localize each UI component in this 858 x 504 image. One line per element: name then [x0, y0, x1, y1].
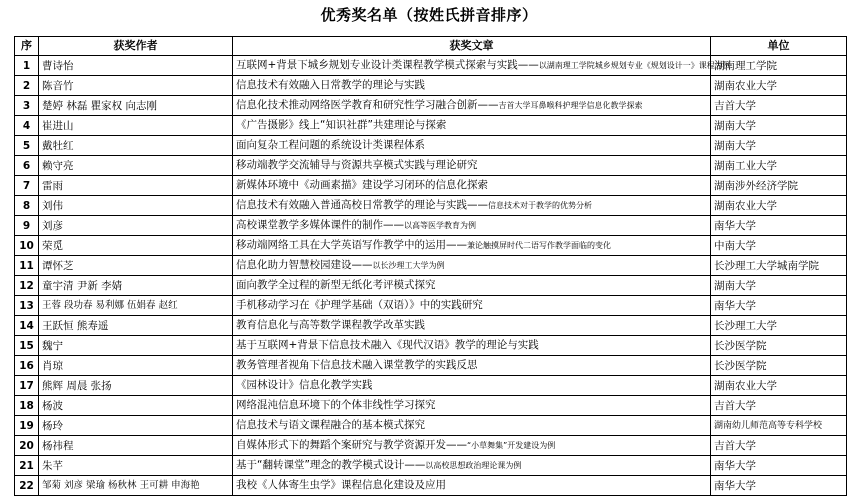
article-main-title: 移动端教学交流辅导与资源共享模式实践与理论研究: [236, 159, 478, 172]
article-main-title: 基于“翻转课堂”理念的教学模式设计——: [236, 459, 426, 472]
article-main-title: 《园林设计》信息化教学实践: [236, 379, 373, 392]
article-main-title: 信息技术有效融入普通高校日常教学的理论与实践——: [236, 199, 488, 212]
article-subtitle: “小草舞集”开发建设为例: [467, 441, 556, 451]
row-number: 8: [15, 196, 39, 216]
header-no: 序: [15, 37, 39, 56]
header-author: 获奖作者: [39, 37, 233, 56]
table-row: [15, 476, 847, 496]
author-name: 朱芊: [39, 456, 233, 476]
institution: 中南大学: [711, 236, 847, 256]
institution: 湖南大学: [711, 116, 847, 136]
table-row: [15, 256, 847, 276]
row-number: 22: [15, 476, 39, 496]
article-subtitle: 以高等医学教育为例: [404, 221, 476, 231]
article-title: [233, 76, 711, 96]
author-name: 刘彦: [39, 216, 233, 236]
article-title: [233, 136, 711, 156]
table-row: [15, 396, 847, 416]
author-name: 熊辉 周晨 张扬: [39, 376, 233, 396]
article-main-title: 自媒体形式下的舞蹈个案研究与教学资源开发——: [236, 439, 467, 452]
article-title: [233, 476, 711, 496]
row-number: 21: [15, 456, 39, 476]
article-title: [233, 116, 711, 136]
article-title: [233, 156, 711, 176]
institution: 南华大学: [711, 456, 847, 476]
author-name: 曹诗怡: [39, 56, 233, 76]
institution: 吉首大学: [711, 96, 847, 116]
article-subtitle: 兼论触摸屏时代二语写作教学面临的变化: [467, 241, 611, 251]
article-main-title: 新媒体环境中《动画素描》建设学习闭环的信息化探索: [236, 179, 488, 192]
institution: 长沙医学院: [711, 356, 847, 376]
table-row: [15, 196, 847, 216]
row-number: 10: [15, 236, 39, 256]
article-title: [233, 376, 711, 396]
row-number: 19: [15, 416, 39, 436]
article-main-title: 面向教学全过程的新型无纸化考评模式探究: [236, 279, 436, 292]
institution: 湖南涉外经济学院: [711, 176, 847, 196]
institution: 南华大学: [711, 216, 847, 236]
institution: 南华大学: [711, 476, 847, 496]
institution: 湖南理工学院: [711, 56, 847, 76]
article-main-title: 《广告摄影》线上“知识社群”共建理论与探索: [236, 119, 447, 132]
article-main-title: 信息化技术推动网络医学教育和研究性学习融合创新——: [236, 99, 499, 112]
row-number: 16: [15, 356, 39, 376]
article-main-title: 手机移动学习在《护理学基础（双语）》中的实践研究: [236, 299, 483, 312]
article-main-title: 信息技术与语文课程融合的基本模式探究: [236, 419, 425, 432]
row-number: 2: [15, 76, 39, 96]
row-number: 7: [15, 176, 39, 196]
row-number: 14: [15, 316, 39, 336]
table-body: [15, 56, 847, 496]
article-title: [233, 456, 711, 476]
article-main-title: 基于互联网+背景下信息技术融入《现代汉语》教学的理论与实践: [236, 339, 539, 352]
table-row: [15, 376, 847, 396]
author-name: 赖守亮: [39, 156, 233, 176]
article-title: [233, 256, 711, 276]
article-main-title: 互联网+背景下城乡规划专业设计类课程教学模式探索与实践——: [236, 59, 539, 72]
table-row: [15, 56, 847, 76]
author-name: 王蓉 段功春 易利娜 伍娟春 赵红: [39, 296, 233, 316]
article-title: [233, 56, 731, 76]
article-title: [233, 436, 711, 456]
institution: 湖南农业大学: [711, 376, 847, 396]
row-number: 13: [15, 296, 39, 316]
article-subtitle: 以高校思想政治理论课为例: [425, 461, 522, 471]
article-main-title: 信息技术有效融入日常教学的理论与实践: [236, 79, 425, 92]
author-name: 崔进山: [39, 116, 233, 136]
row-number: 6: [15, 156, 39, 176]
institution: 湖南幼儿师范高等专科学校: [711, 416, 847, 436]
row-number: 15: [15, 336, 39, 356]
author-name: 荣觅: [39, 236, 233, 256]
article-subtitle: 以湖南理工学院城乡规划专业《规划设计一》课程为例: [538, 61, 731, 71]
table-row: [15, 356, 847, 376]
institution: 湖南工业大学: [711, 156, 847, 176]
table-row: [15, 456, 847, 476]
article-title: [233, 296, 711, 316]
table-row: [15, 156, 847, 176]
article-title: [233, 216, 711, 236]
author-name: 谭怀芝: [39, 256, 233, 276]
header-work: 获奖文章: [233, 37, 711, 56]
table-row: [15, 336, 847, 356]
article-title: [233, 276, 711, 296]
author-name: 杨祎程: [39, 436, 233, 456]
article-main-title: 面向复杂工程问题的系统设计类课程体系: [236, 139, 425, 152]
row-number: 20: [15, 436, 39, 456]
article-title: [233, 396, 711, 416]
table-row: [15, 276, 847, 296]
article-subtitle: 吉首大学耳鼻喉科护理学信息化教学探索: [498, 101, 643, 111]
row-number: 3: [15, 96, 39, 116]
row-number: 5: [15, 136, 39, 156]
article-title: [233, 316, 711, 336]
article-main-title: 信息化助力智慧校园建设——: [236, 259, 373, 272]
article-subtitle: 信息技术对于教学的优势分析: [488, 201, 592, 211]
article-main-title: 高校课堂教学多媒体课件的制作——: [236, 219, 404, 232]
institution: 南华大学: [711, 296, 847, 316]
institution: 吉首大学: [711, 396, 847, 416]
row-number: 11: [15, 256, 39, 276]
row-number: 17: [15, 376, 39, 396]
article-title: [233, 196, 711, 216]
institution: 湖南农业大学: [711, 76, 847, 96]
table-row: [15, 96, 847, 116]
article-main-title: 教务管理者视角下信息技术融入课堂教学的实践反思: [236, 359, 478, 372]
author-name: 邹菊 刘彦 梁瑜 杨秋林 王可耕 申海艳: [39, 476, 233, 496]
row-number: 18: [15, 396, 39, 416]
document-title: 优秀奖名单（按姓氏拼音排序）: [320, 6, 538, 24]
author-name: 杨玲: [39, 416, 233, 436]
article-title: [233, 336, 711, 356]
row-number: 4: [15, 116, 39, 136]
table-row: [15, 436, 847, 456]
table-row: [15, 176, 847, 196]
table-row: [15, 416, 847, 436]
table-row: [15, 76, 847, 96]
table-row: [15, 236, 847, 256]
article-title: [233, 236, 711, 256]
author-name: 童宇清 尹新 李婧: [39, 276, 233, 296]
row-number: 1: [15, 56, 39, 76]
institution: 长沙医学院: [711, 336, 847, 356]
table-row: [15, 216, 847, 236]
awards-table: [14, 36, 847, 496]
author-name: 戴牡红: [39, 136, 233, 156]
author-name: 雷雨: [39, 176, 233, 196]
table-row: [15, 116, 847, 136]
institution: 长沙理工大学城南学院: [711, 256, 847, 276]
article-title: [233, 416, 711, 436]
institution: 湖南农业大学: [711, 196, 847, 216]
article-main-title: 教育信息化与高等数学课程教学改革实践: [236, 319, 425, 332]
institution: 长沙理工大学: [711, 316, 847, 336]
table-header-row: [15, 37, 847, 56]
article-title: [233, 356, 711, 376]
article-title: [233, 176, 711, 196]
institution: 吉首大学: [711, 436, 847, 456]
article-main-title: 我校《人体寄生虫学》课程信息化建设及应用: [236, 479, 446, 492]
article-main-title: 移动端网络工具在大学英语写作教学中的运用——: [236, 239, 467, 252]
article-title: [233, 96, 711, 116]
header-unit: 单位: [711, 37, 847, 56]
author-name: 魏宁: [39, 336, 233, 356]
table-row: [15, 136, 847, 156]
author-name: 肖琼: [39, 356, 233, 376]
institution: 湖南大学: [711, 276, 847, 296]
table-row: [15, 296, 847, 316]
author-name: 楚婷 林磊 瞿家权 向志刚: [39, 96, 233, 116]
author-name: 王跃恒 熊寿遥: [39, 316, 233, 336]
author-name: 陈音竹: [39, 76, 233, 96]
row-number: 9: [15, 216, 39, 236]
institution: 湖南大学: [711, 136, 847, 156]
table-row: [15, 316, 847, 336]
author-name: 刘伟: [39, 196, 233, 216]
author-name: 杨波: [39, 396, 233, 416]
article-subtitle: 以长沙理工大学为例: [372, 261, 445, 271]
article-main-title: 网络混沌信息环境下的个体非线性学习探究: [236, 399, 436, 412]
row-number: 12: [15, 276, 39, 296]
